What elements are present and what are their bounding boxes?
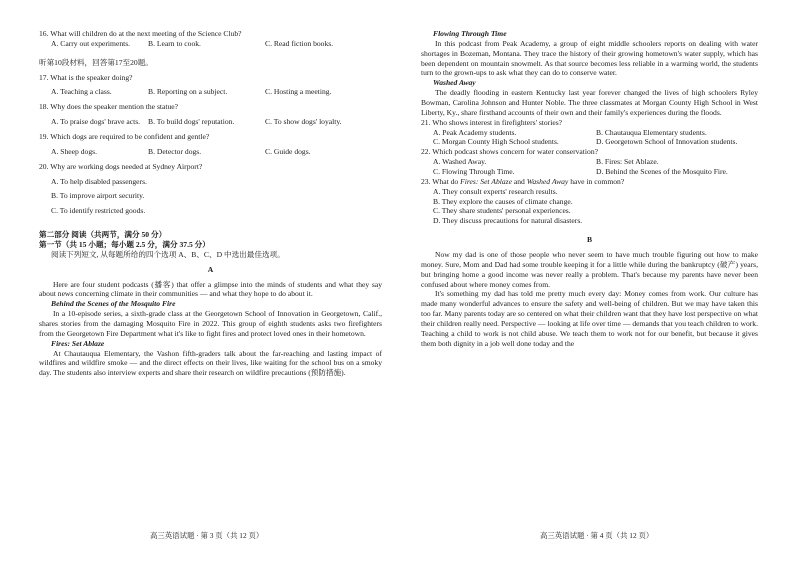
q21-option-b: B. Chautauqua Elementary students. [596,127,707,137]
q23-stem-prefix: 23. What do [421,176,461,186]
q21-option-c: C. Morgan County High School students. [433,137,559,147]
q21-options-row1 [421,128,758,138]
q17-option-a: A. Teaching a class. [51,87,112,97]
q19-options [39,147,382,157]
footer-page-3: 高三英语试题 · 第 3 页（共 12 页） [150,531,264,540]
q22-option-c: C. Flowing Through Time. [433,167,515,177]
q23-stem-title-2: Washed Away [526,176,569,186]
q17-options [39,87,382,97]
podcast-text-mosquito-fire: In a 10-episode series, a sixth-grade class at the Georgetown School of Innovation in Georgetown, Calif., shares stories from the damaging Mosquito Fire in 2022. This group of eighth students asks two firefighters from the Georgetown Fire Department what it's like to fight fires and protect loved ones in their hometown. [39,309,382,338]
q18-option-c: C. To show dogs' loyalty. [265,117,342,127]
q19-option-b: B. Detector dogs. [148,146,202,156]
podcast-title-mosquito-fire: Behind the Scenes of the Mosquito Fire [51,299,176,309]
q18-stem: 18. Why does the speaker mention the statue? [39,102,179,112]
q20-option-c: C. To identify restricted goods. [51,206,146,216]
q22-stem: 22. Which podcast shows concern for water conservation? [421,147,598,157]
material-intro: 听第10段材料，回答第17至20题。 [39,57,153,67]
q16-option-a: A. Carry out experiments. [51,38,131,48]
reading-instructions: 阅读下列短文, 从每题所给的四个选项 A、B、C、D 中选出最佳选项。 [51,249,285,259]
podcast-title-fires-set-ablaze: Fires: Set Ablaze [51,338,105,348]
right-column [421,29,758,349]
q22-option-a: A. Washed Away. [433,157,487,167]
q16-option-b: B. Learn to cook. [148,38,201,48]
podcast-title-flowing-through-time: Flowing Through Time [433,29,507,38]
q21-option-d: D. Georgetown School of Innovation students. [596,137,738,147]
left-column [39,29,382,378]
q20-option-b: B. To improve airport security. [51,191,145,201]
q19-option-a: A. Sheep dogs. [51,146,97,156]
podcast-text-flowing-through-time: In this podcast from Peak Academy, a group of eight middle schoolers reports on dealing with water shortages in Bozeman, Montana. They trace the history of their growing hometown's water supply, which has been dependent on mountain snowmelt. As that source becomes less reliable in a warming world, the students turn to the grown-ups to ask what they can do to conserve water. [421,38,758,78]
q18-options [39,117,382,127]
q23-option-d: D. They discuss precautions for natural disasters. [433,216,583,226]
q23-option-c: C. They share students' personal experiences. [433,206,571,216]
part2-title: 第二部分 阅读（共两节，满分 50 分） [39,230,167,240]
q17-option-b: B. Reporting on a subject. [148,87,228,97]
q20-option-a: A. To help disabled passengers. [51,176,147,186]
q18-option-a: A. To praise dogs' brave acts. [51,117,141,127]
q19-stem: 19. Which dogs are required to be confident and gentle? [39,132,210,142]
q16-stem: 16. What will children do at the next meeting of the Science Club? [39,29,242,38]
q17-option-c: C. Hosting a meeting. [265,87,332,97]
q22-option-b: B. Fires: Set Ablaze. [596,157,659,167]
section1-title: 第一节（共 15 小题；每小题 2.5 分，满分 37.5 分） [39,240,210,250]
podcast-title-washed-away: Washed Away [433,78,476,88]
q16-option-c: C. Read fiction books. [265,38,334,48]
podcast-text-fires-set-ablaze: At Chautauqua Elementary, the Vashon fifth-graders talk about the far-reaching and lasting impact of wildfires and wildfire smoke — and the direct effects on their lives, like waiting for the school bus on a smoky day. The students also interview experts and share their research on wildfire precautions (预防措施). [39,348,382,378]
passage-b-paragraph-2: It's something my dad has told me pretty much every day: Money comes from work. Our culture has made many wonderful advances to ensure the safety and well-being of children. But we may have taken this too far. Many parents today are so centered on what their children want that they have lost perspective on what their children really need. Perspective — looking at life over time — demands that you teach children to work. Teaching a child to work is not child abuse. We teach them to work not for our benefit, but because it gives them both dignity in a job well done today and the [421,289,758,348]
q23-stem-mid: and [511,176,527,186]
q17-stem: 17. What is the speaker doing? [39,72,133,82]
q22-options-row1 [421,157,758,167]
q23-option-b: B. They explore the causes of climate change. [433,196,573,206]
passage-a-label: A [207,264,214,274]
podcast-text-washed-away: The deadly flooding in eastern Kentucky last year forever changed the lives of high schoolers Ryley Bowman, Carolina Johnson and Hunter Noble. The three classmates at Morgan County High School in West Liberty, Ky., share firsthand accounts of their own and their family's experiences during the floods. [421,88,758,117]
q23-stem [421,177,758,187]
passage-b-label: B [586,235,593,245]
q23-stem-title-1: Fires: Set Ablaze [460,176,512,186]
footer-page-4: 高三英语试题 · 第 4 页（共 12 页） [540,531,654,540]
q22-option-d: D. Behind the Scenes of the Mosquito Fire. [596,167,728,177]
q18-option-b: B. To build dogs' reputation. [148,117,235,127]
q16-options [39,39,382,49]
q23-stem-suffix: have in common? [568,176,625,186]
q20-stem: 20. Why are working dogs needed at Sydney Airport? [39,161,203,171]
q21-option-a: A. Peak Academy students. [433,127,517,137]
passage-a-intro: Here are four student podcasts (播客) that offer a glimpse into the minds of students and what they say about news concerning climate in their communities — and what they hope to do about it. [39,279,382,299]
q19-option-c: C. Guide dogs. [265,146,311,156]
passage-b-paragraph-1: Now my dad is one of those people who never seem to have much trouble figuring out how to make money. Sure, Mom and Dad had some trouble keeping it for a little while during the bankruptcy (破产) years, but bringing home a good income was never really a problem. That's because my parents have never been confused about where money comes from. [421,250,758,289]
q22-options-row2 [421,167,758,177]
q21-options-row2 [421,137,758,147]
q21-stem: 21. Who shows interest in firefighters' stories? [421,117,563,127]
q23-option-a: A. They consult experts' research results. [433,186,558,196]
